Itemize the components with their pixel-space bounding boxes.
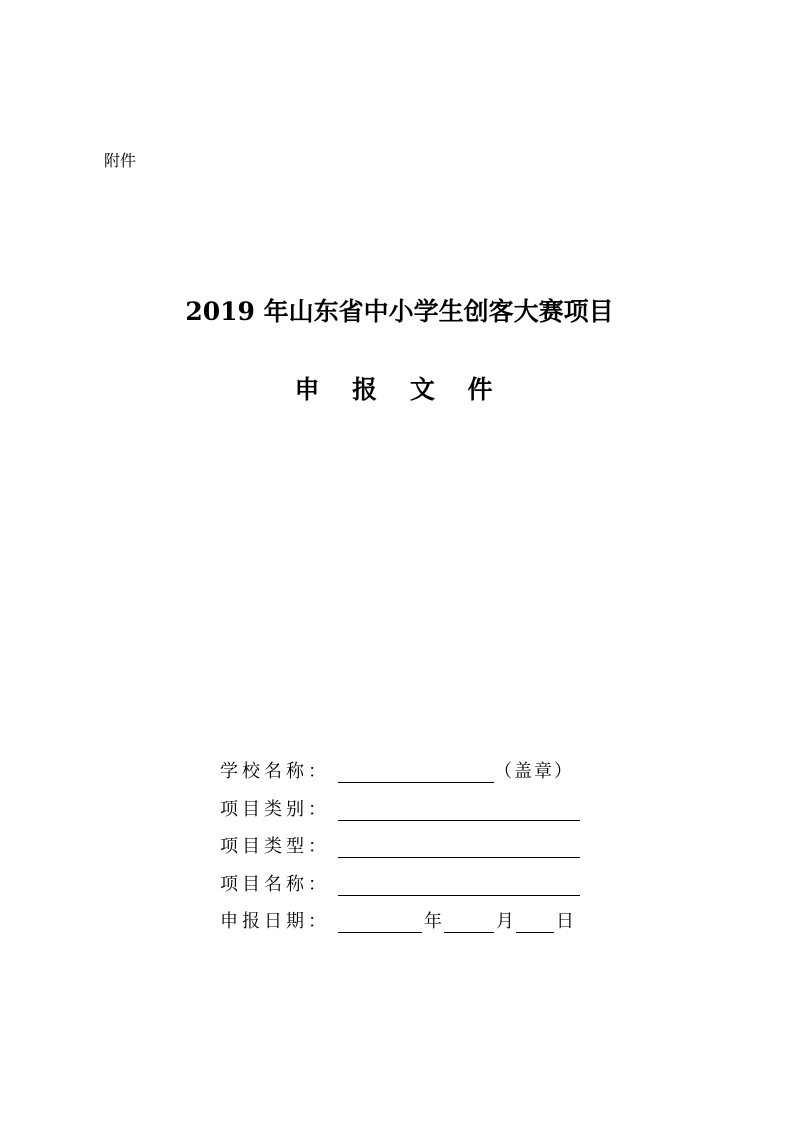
- year-field[interactable]: [338, 912, 422, 933]
- application-form: [220, 763, 600, 951]
- school-row: [220, 763, 600, 783]
- project-name-field[interactable]: [338, 875, 580, 896]
- project-category-field[interactable]: [338, 800, 580, 821]
- month-unit: 月: [496, 911, 514, 932]
- category-row: [220, 798, 600, 821]
- day-field[interactable]: [516, 912, 554, 933]
- day-unit: 日: [556, 911, 574, 932]
- school-name-field[interactable]: [338, 762, 494, 783]
- type-row: [220, 838, 600, 858]
- name-row: [220, 873, 600, 896]
- date-row: [220, 913, 600, 933]
- sub-title: 申 报 文 件: [294, 375, 505, 404]
- month-field[interactable]: [444, 912, 494, 933]
- category-label: 项目类别：: [220, 798, 330, 820]
- type-label: 项目类型：: [220, 836, 330, 857]
- main-title: 2019 年山东省中小学生创客大赛项目: [185, 297, 614, 326]
- project-type-field[interactable]: [338, 837, 580, 858]
- date-label: 申报日期：: [220, 911, 330, 932]
- name-label: 项目名称：: [220, 873, 330, 895]
- school-label: 学校名称：: [220, 761, 330, 782]
- attachment-label: 附件: [104, 151, 137, 170]
- seal-note: （盖章）: [494, 761, 574, 782]
- year-unit: 年: [424, 911, 442, 932]
